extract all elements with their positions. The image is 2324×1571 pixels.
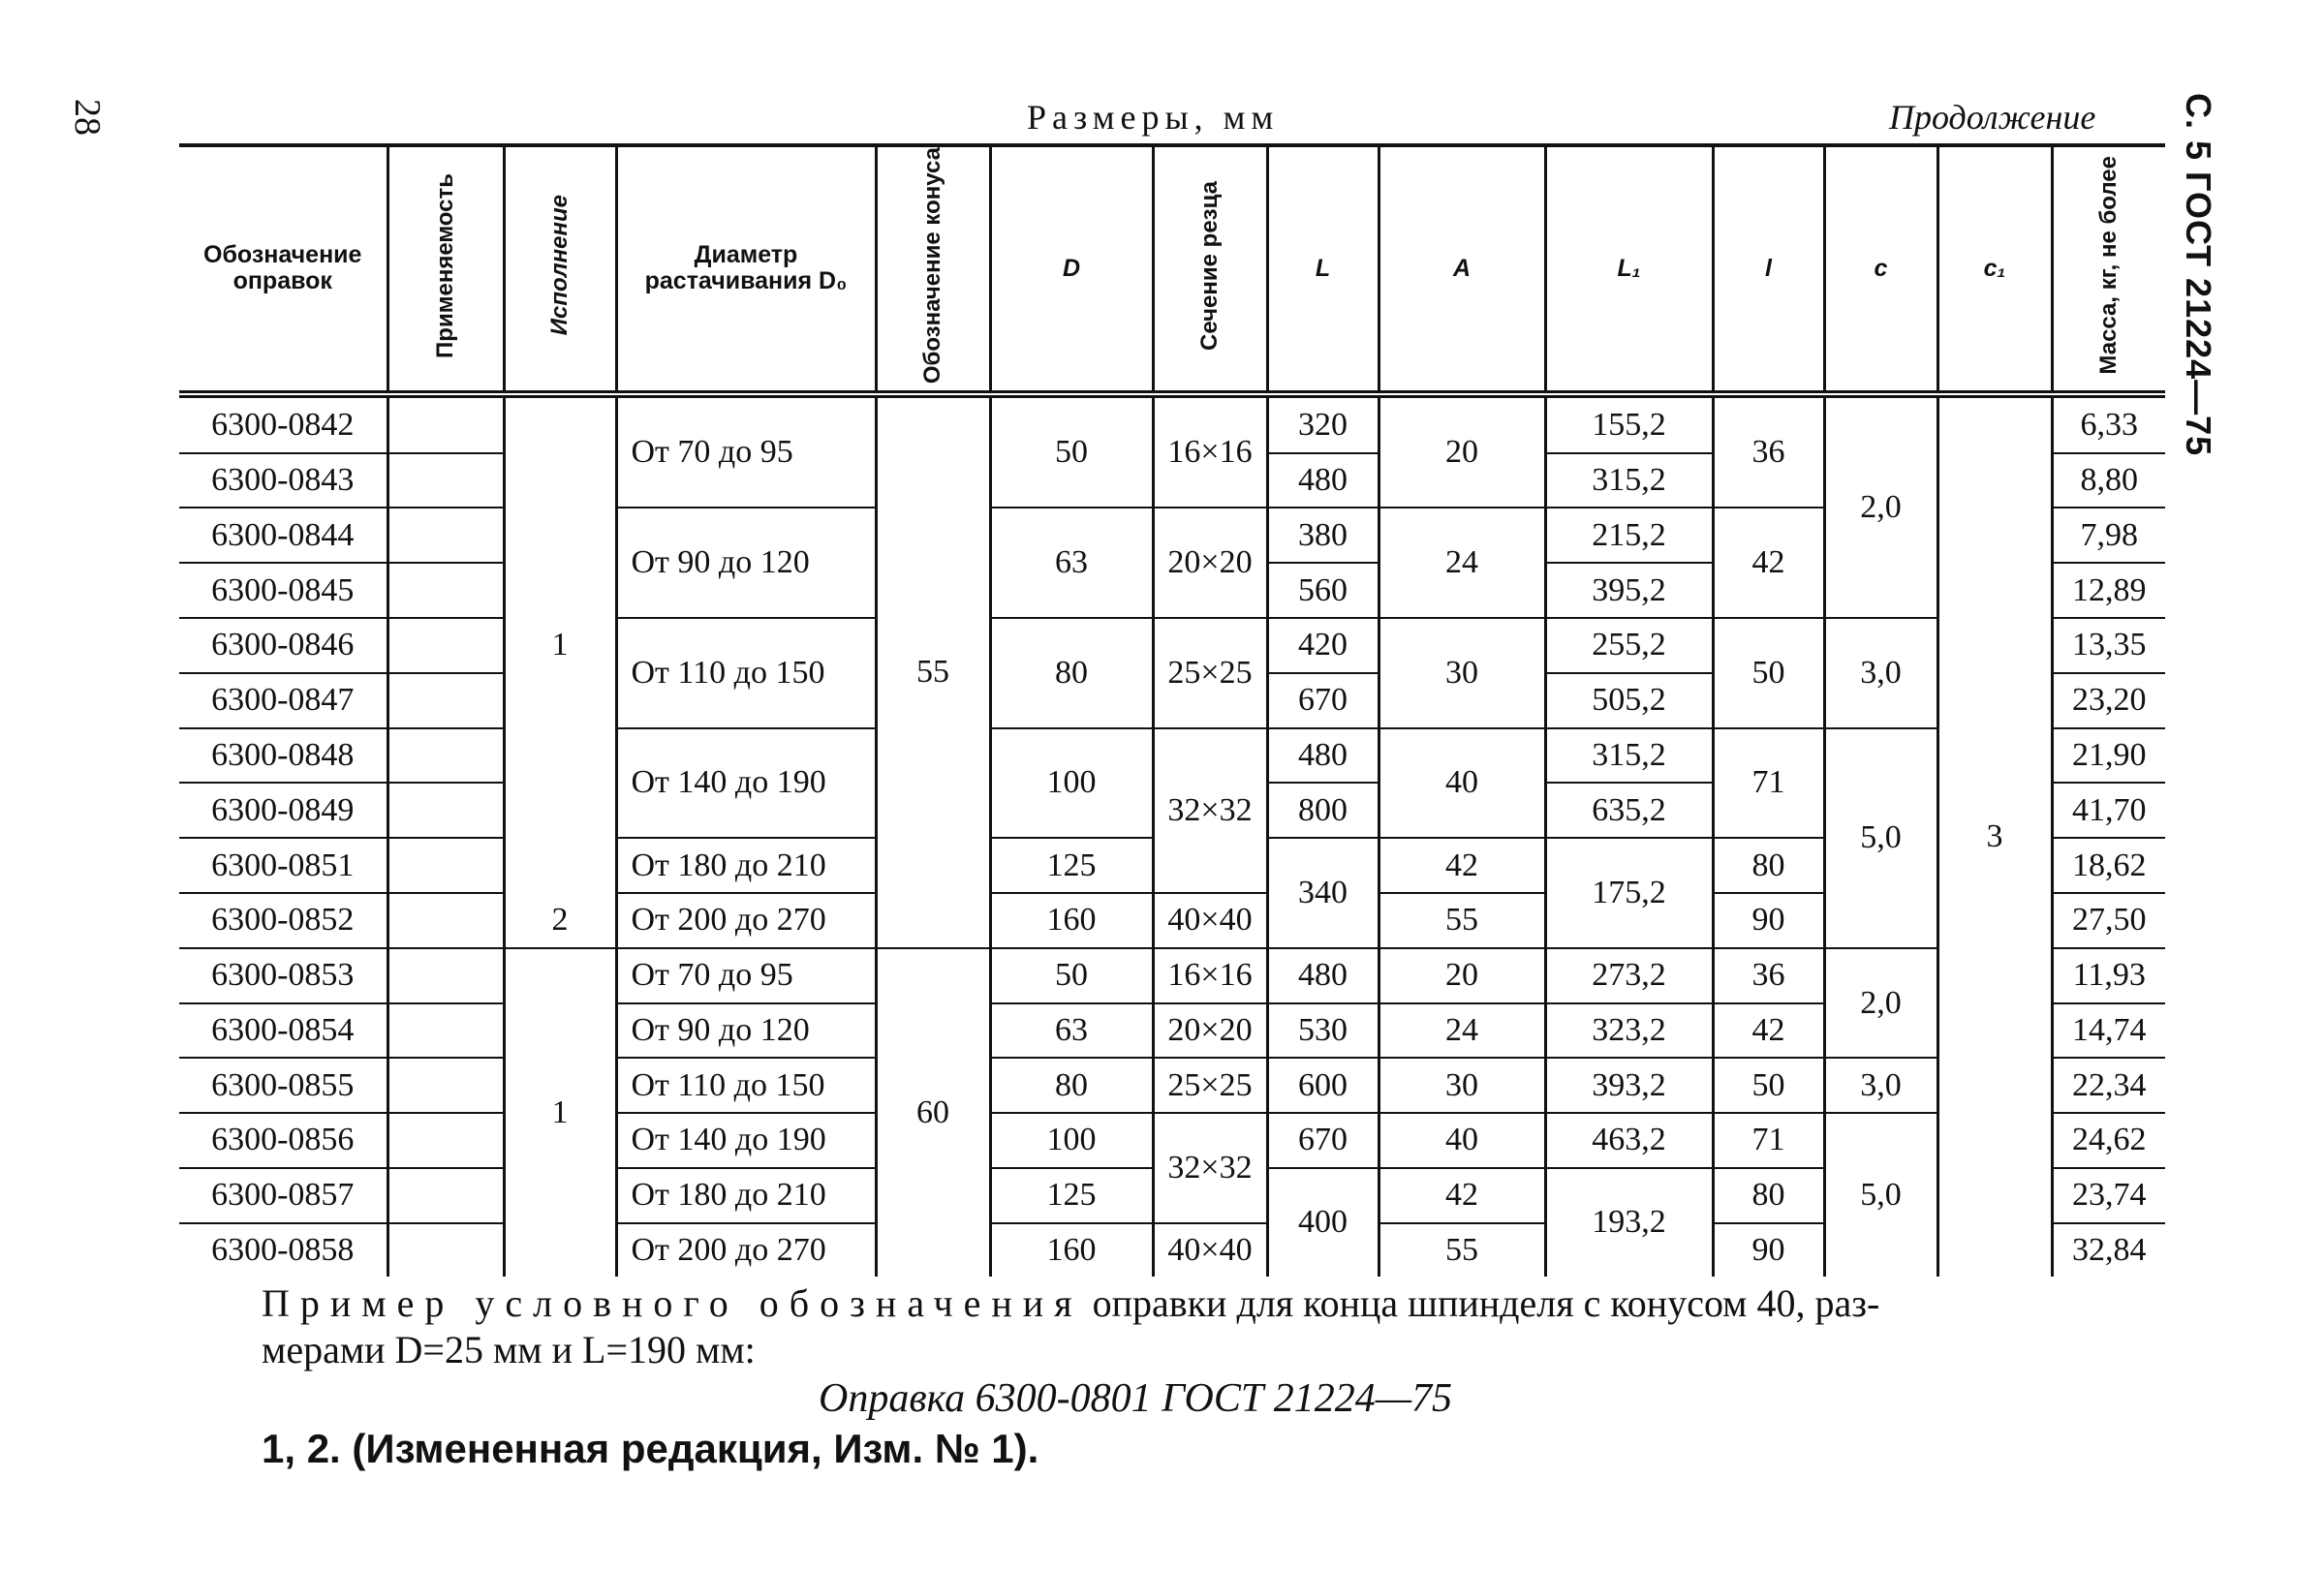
mass-cell: 18,62: [2052, 838, 2165, 893]
designation-cell: 6300-0849: [179, 783, 387, 838]
applicability-cell: [387, 893, 504, 948]
l-cell: 50: [1713, 1058, 1824, 1113]
c-cell: 5,0: [1824, 1113, 1937, 1277]
applicability-cell: [387, 728, 504, 784]
L-cell: 320: [1267, 394, 1379, 453]
L1-cell: 273,2: [1545, 948, 1713, 1003]
section-cell: 16×16: [1153, 394, 1267, 508]
L1-cell: 315,2: [1545, 453, 1713, 508]
D-cell: 50: [990, 948, 1153, 1003]
table-row: [179, 728, 2165, 784]
D-cell: 50: [990, 394, 1153, 508]
cone-cell: 60: [876, 948, 990, 1277]
D-cell: 100: [990, 1113, 1153, 1168]
diameter-cell: От 180 до 210: [616, 1168, 876, 1223]
designation-cell: 6300-0846: [179, 618, 387, 673]
L-cell: 480: [1267, 948, 1379, 1003]
c-cell: 2,0: [1824, 394, 1937, 618]
A-cell: 20: [1379, 394, 1545, 508]
A-cell: 40: [1379, 1113, 1545, 1168]
A-cell: 40: [1379, 728, 1545, 839]
A-cell: 42: [1379, 1168, 1545, 1223]
diameter-cell: От 90 до 120: [616, 508, 876, 618]
L-cell: 340: [1267, 838, 1379, 948]
table-row: [179, 948, 2165, 1003]
header-D: D: [990, 145, 1153, 394]
section-cell: 32×32: [1153, 728, 1267, 893]
L1-cell: 505,2: [1545, 673, 1713, 728]
diameter-cell: От 110 до 150: [616, 618, 876, 728]
header-applicability: Применяемость: [387, 145, 504, 394]
A-cell: 42: [1379, 838, 1545, 893]
D-cell: 80: [990, 618, 1153, 728]
L1-cell: 155,2: [1545, 394, 1713, 453]
applicability-cell: [387, 508, 504, 563]
mass-cell: 22,34: [2052, 1058, 2165, 1113]
mass-cell: 41,70: [2052, 783, 2165, 838]
L1-cell: 393,2: [1545, 1058, 1713, 1113]
applicability-cell: [387, 618, 504, 673]
D-cell: 100: [990, 728, 1153, 839]
L-cell: 560: [1267, 563, 1379, 618]
l-cell: 36: [1713, 394, 1824, 508]
L1-cell: 255,2: [1545, 618, 1713, 673]
example-heading: Пример условного обозначения: [262, 1281, 1083, 1325]
header-row: [179, 145, 2165, 394]
designation-cell: 6300-0842: [179, 394, 387, 453]
l-cell: 71: [1713, 1113, 1824, 1168]
mass-cell: 6,33: [2052, 394, 2165, 453]
page-number: 28: [67, 99, 108, 136]
l-cell: 42: [1713, 1003, 1824, 1059]
header-c1: c₁: [1937, 145, 2052, 394]
applicability-cell: [387, 783, 504, 838]
diameter-cell: От 90 до 120: [616, 1003, 876, 1059]
applicability-cell: [387, 563, 504, 618]
A-cell: 20: [1379, 948, 1545, 1003]
cone-cell: 55: [876, 394, 990, 948]
mass-cell: 14,74: [2052, 1003, 2165, 1059]
header-section: Сечение резца: [1153, 145, 1267, 394]
c-cell: 2,0: [1824, 948, 1937, 1059]
L-cell: 600: [1267, 1058, 1379, 1113]
c-cell: 5,0: [1824, 728, 1937, 948]
L-cell: 480: [1267, 728, 1379, 784]
L1-cell: 395,2: [1545, 563, 1713, 618]
L1-cell: 463,2: [1545, 1113, 1713, 1168]
A-cell: 55: [1379, 893, 1545, 948]
D-cell: 125: [990, 1168, 1153, 1223]
A-cell: 55: [1379, 1223, 1545, 1277]
dimensions-table: [179, 143, 2165, 1277]
mass-cell: 27,50: [2052, 893, 2165, 948]
L-cell: 380: [1267, 508, 1379, 563]
A-cell: 30: [1379, 618, 1545, 728]
mass-cell: 8,80: [2052, 453, 2165, 508]
section-cell: 32×32: [1153, 1113, 1267, 1223]
mass-cell: 32,84: [2052, 1223, 2165, 1277]
execution-cell: 2: [504, 893, 616, 948]
applicability-cell: [387, 1113, 504, 1168]
diameter-cell: От 70 до 95: [616, 948, 876, 1003]
l-cell: 36: [1713, 948, 1824, 1003]
l-cell: 50: [1713, 618, 1824, 728]
section-cell: 20×20: [1153, 1003, 1267, 1059]
table-title: Размеры, мм: [1027, 98, 1280, 137]
mass-cell: 12,89: [2052, 563, 2165, 618]
header-execution: Исполнение: [504, 145, 616, 394]
header-L1: L₁: [1545, 145, 1713, 394]
L1-cell: 323,2: [1545, 1003, 1713, 1059]
execution-cell: 1: [504, 948, 616, 1277]
l-cell: 90: [1713, 893, 1824, 948]
applicability-cell: [387, 1223, 504, 1277]
mass-cell: 7,98: [2052, 508, 2165, 563]
header-cone: Обозначение конуса: [876, 145, 990, 394]
diameter-cell: От 200 до 270: [616, 1223, 876, 1277]
mass-cell: 13,35: [2052, 618, 2165, 673]
l-cell: 42: [1713, 508, 1824, 618]
header-L: L: [1267, 145, 1379, 394]
header-bore-diameter: Диаметр растачивания D₀: [616, 145, 876, 394]
applicability-cell: [387, 948, 504, 1003]
example-designation: Оправка 6300-0801 ГОСТ 21224—75: [819, 1376, 1453, 1421]
designation-cell: 6300-0852: [179, 893, 387, 948]
designation-cell: 6300-0853: [179, 948, 387, 1003]
section-cell: 25×25: [1153, 618, 1267, 728]
c-cell: 3,0: [1824, 1058, 1937, 1113]
diameter-cell: От 200 до 270: [616, 893, 876, 948]
mass-cell: 23,20: [2052, 673, 2165, 728]
section-cell: 16×16: [1153, 948, 1267, 1003]
header-l: l: [1713, 145, 1824, 394]
L1-cell: 215,2: [1545, 508, 1713, 563]
L-cell: 420: [1267, 618, 1379, 673]
D-cell: 63: [990, 508, 1153, 618]
applicability-cell: [387, 838, 504, 893]
table-row: [179, 618, 2165, 673]
applicability-cell: [387, 1003, 504, 1059]
A-cell: 30: [1379, 1058, 1545, 1113]
header-c: c: [1824, 145, 1937, 394]
D-cell: 80: [990, 1058, 1153, 1113]
example-line-1: [262, 1280, 1879, 1326]
L1-cell: 635,2: [1545, 783, 1713, 838]
L-cell: 530: [1267, 1003, 1379, 1059]
section-cell: 25×25: [1153, 1058, 1267, 1113]
mass-cell: 24,62: [2052, 1113, 2165, 1168]
designation-cell: 6300-0858: [211, 1231, 355, 1268]
designation-cell: 6300-0854: [179, 1003, 387, 1059]
D-cell: 160: [990, 1223, 1153, 1277]
applicability-cell: [387, 394, 504, 453]
designation-cell: 6300-0847: [179, 673, 387, 728]
l-cell: 90: [1713, 1223, 1824, 1277]
L1-cell: 193,2: [1545, 1168, 1713, 1277]
section-cell: 20×20: [1153, 508, 1267, 618]
designation-cell: 6300-0843: [179, 453, 387, 508]
header-A: A: [1379, 145, 1545, 394]
designation-cell: 6300-0857: [179, 1168, 387, 1223]
execution-cell: 1: [504, 394, 616, 893]
D-cell: 125: [990, 838, 1153, 893]
section-cell: 40×40: [1153, 1223, 1267, 1277]
mass-cell: 11,93: [2052, 948, 2165, 1003]
L1-cell: 315,2: [1545, 728, 1713, 784]
D-cell: 63: [990, 1003, 1153, 1059]
section-cell: 40×40: [1153, 893, 1267, 948]
designation-cell: 6300-0855: [179, 1058, 387, 1113]
L-cell: 670: [1267, 1113, 1379, 1168]
designation-cell: 6300-0851: [179, 838, 387, 893]
L-cell: 480: [1267, 453, 1379, 508]
diameter-cell: От 70 до 95: [616, 394, 876, 508]
diameter-cell: От 180 до 210: [616, 838, 876, 893]
l-cell: 71: [1713, 728, 1824, 839]
table-row: [179, 1058, 2165, 1113]
L-cell: 400: [1267, 1168, 1379, 1277]
c1-cell: 3: [1937, 394, 2052, 1277]
designation-cell: 6300-0856: [179, 1113, 387, 1168]
designation-cell: 6300-0848: [179, 728, 387, 784]
applicability-cell: [387, 1058, 504, 1113]
example-line-2: мерами D=25 мм и L=190 мм:: [262, 1328, 756, 1371]
designation-cell: 6300-0845: [179, 563, 387, 618]
continuation-label: Продолжение: [1889, 98, 2096, 137]
example-text: оправки для конца шпинделя с конусом 40, раз-: [1082, 1281, 1880, 1325]
revision-note: 1, 2. (Измененная редакция, Изм. № 1).: [262, 1426, 1039, 1471]
L1-cell: 175,2: [1545, 838, 1713, 948]
designation-cell: 6300-0844: [179, 508, 387, 563]
mass-cell: 21,90: [2052, 728, 2165, 784]
c-cell: 3,0: [1824, 618, 1937, 728]
l-cell: 80: [1713, 1168, 1824, 1223]
header-mass: Масса, кг, не более: [2052, 145, 2165, 394]
applicability-cell: [387, 673, 504, 728]
l-cell: 80: [1713, 838, 1824, 893]
table-row: [179, 1113, 2165, 1168]
mass-cell: 23,74: [2052, 1168, 2165, 1223]
A-cell: 24: [1379, 1003, 1545, 1059]
diameter-cell: От 140 до 190: [616, 1113, 876, 1168]
header-designation: Обозначение оправок: [179, 145, 387, 394]
applicability-cell: [387, 453, 504, 508]
diameter-cell: От 140 до 190: [616, 728, 876, 839]
L-cell: 800: [1267, 783, 1379, 838]
diameter-cell: От 110 до 150: [616, 1058, 876, 1113]
A-cell: 24: [1379, 508, 1545, 618]
applicability-cell: [387, 1168, 504, 1223]
L-cell: 670: [1267, 673, 1379, 728]
table-row: [179, 394, 2165, 453]
standard-header: С. 5 ГОСТ 21224—75: [2179, 93, 2218, 457]
D-cell: 160: [990, 893, 1153, 948]
